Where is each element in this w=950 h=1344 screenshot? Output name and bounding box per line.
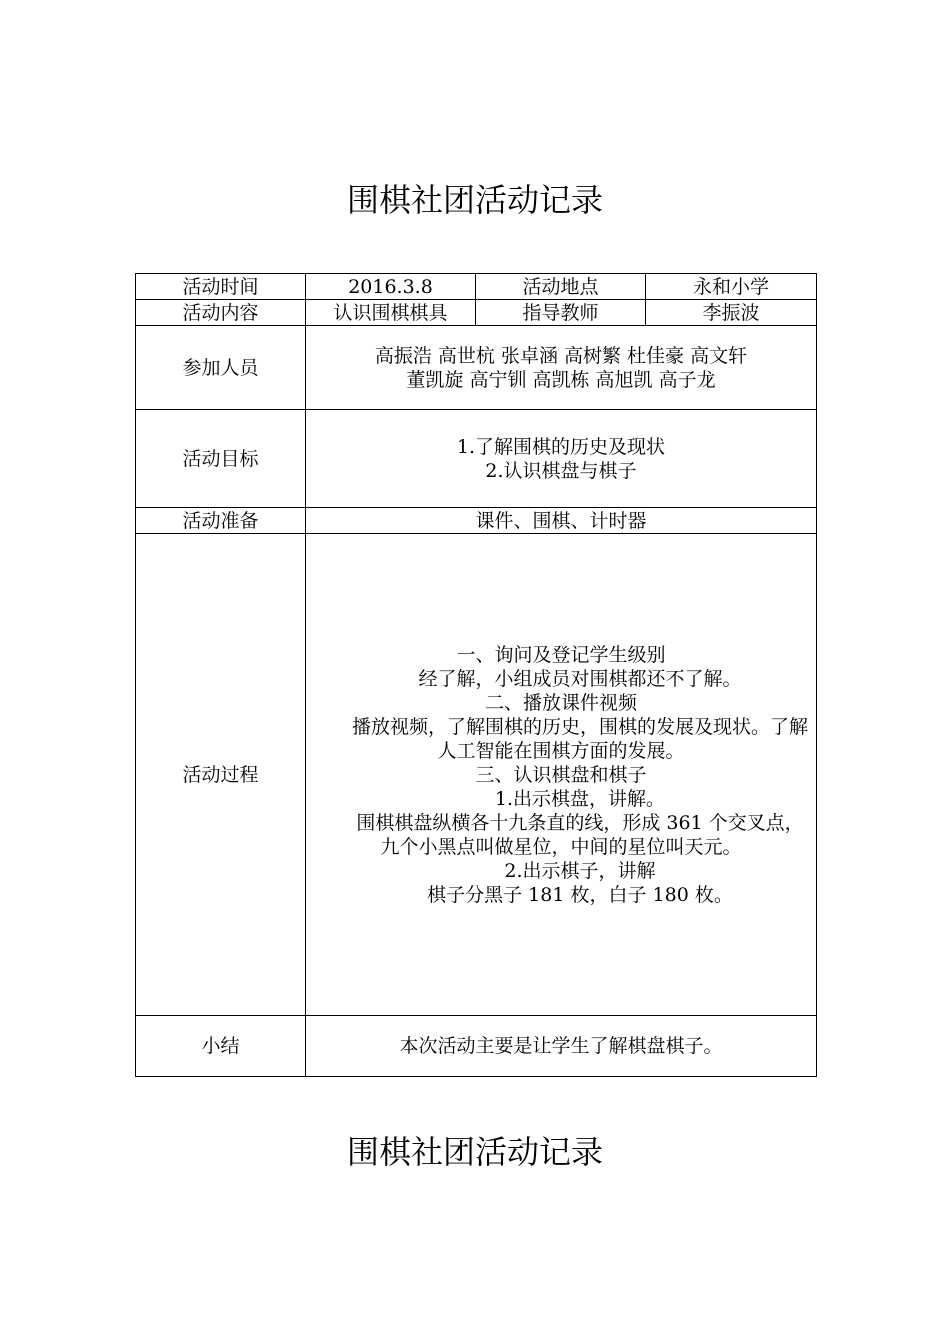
goal-item: 2.认识棋盘与棋子 [485,459,637,482]
page-title: 围棋社团活动记录 [346,181,603,219]
place-value: 永和小学 [646,274,817,300]
goal-label: 活动目标 [136,410,306,508]
row-prep [136,508,817,534]
content-value: 认识围棋棋具 [306,300,476,326]
page-title-next: 围棋社团活动记录 [346,1133,603,1171]
row-content-teacher [136,300,817,326]
activity-record-table [135,273,817,1077]
row-process [136,534,817,1016]
participants-line: 董凯旋 高宁钏 高凯栋 高旭凯 高子龙 [406,368,716,391]
summary-label: 小结 [136,1016,306,1077]
row-participants [136,326,817,410]
goal-item: 1.了解围棋的历史及现状 [456,435,666,458]
process-text: 1.出示棋盘，讲解。 [494,787,666,810]
time-label: 活动时间 [136,274,306,300]
participants-line: 高振浩 高世杭 张卓涵 高树繁 杜佳豪 高文轩 [374,344,748,367]
process-text: 棋子分黑子 181 枚，白子 180 枚。 [427,883,733,906]
process-label: 活动过程 [136,534,306,1016]
prep-value: 课件、围棋、计时器 [306,508,817,534]
process-heading: 二、播放课件视频 [484,691,637,714]
process-text: 经了解，小组成员对围棋都还不了解。 [418,667,742,690]
summary-value: 本次活动主要是让学生了解棋盘棋子。 [306,1016,817,1077]
process-heading: 一、询问及登记学生级别 [456,643,666,666]
time-value: 2016.3.8 [306,274,476,300]
process-text: 2.出示棋子，讲解 [504,859,656,882]
process-text: 播放视频，了解围棋的历史，围棋的发展及现状。了解人工智能在围棋方面的发展。 [351,715,808,762]
participants-label: 参加人员 [136,326,306,410]
prep-label: 活动准备 [136,508,306,534]
process-value [306,534,817,1016]
row-summary [136,1016,817,1077]
row-time-place [136,274,817,300]
process-text: 围棋棋盘纵横各十九条直的线，形成 361 个交叉点，九个小黑点叫做星位，中间的星位叫天元。 [356,811,804,858]
content-label: 活动内容 [136,300,306,326]
goal-value [306,410,817,508]
teacher-value: 李振波 [646,300,817,326]
row-goal [136,410,817,508]
process-heading: 三、认识棋盘和棋子 [475,763,647,786]
place-label: 活动地点 [476,274,646,300]
participants-value [306,326,817,410]
teacher-label: 指导教师 [476,300,646,326]
